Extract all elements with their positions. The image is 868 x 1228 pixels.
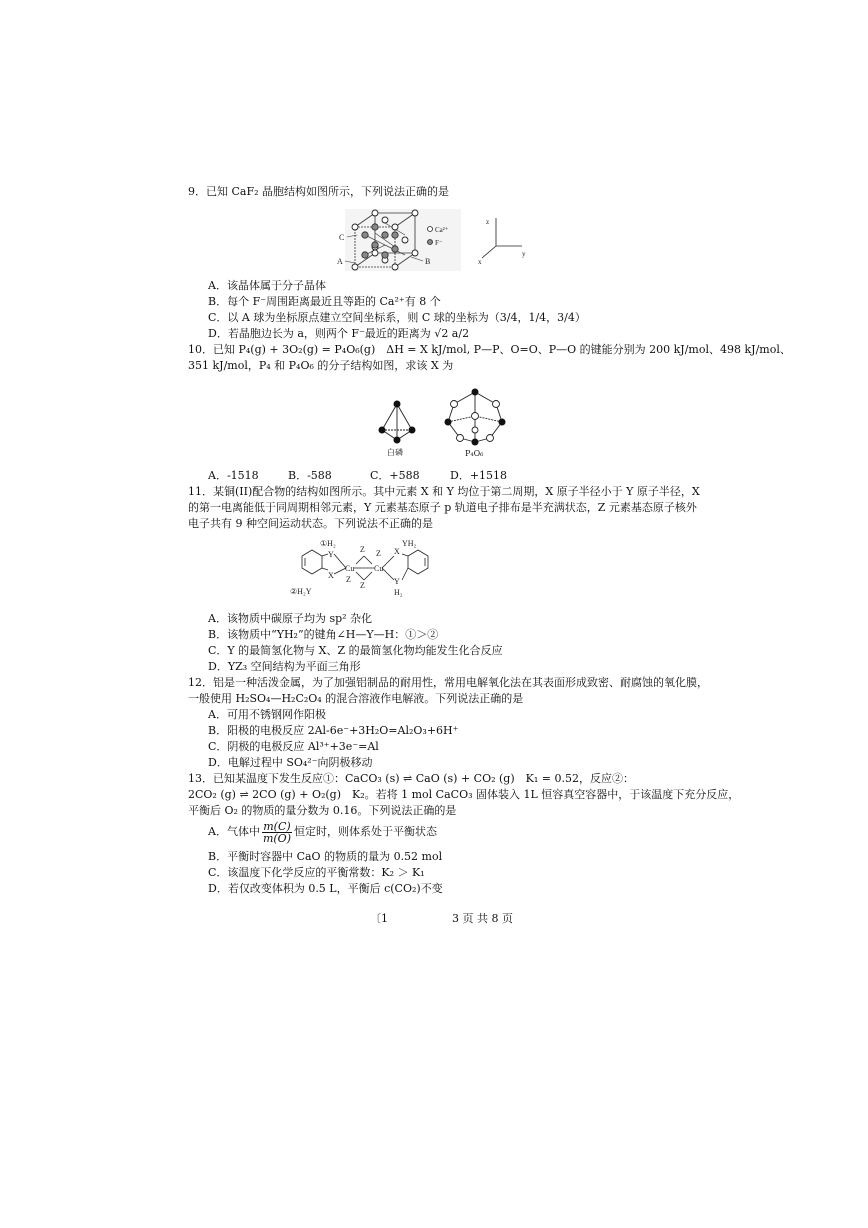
- q9-option-a: A．该晶体属于分子晶体: [208, 279, 326, 292]
- q9-axes-figure: [476, 214, 532, 266]
- q10-option-d: D．+1518: [450, 469, 508, 482]
- label-p4o6: P₄O₆: [465, 449, 484, 458]
- q9-option-c: C．以 A 球为坐标原点建立空间坐标系，则 C 球的坐标为（3/4，1/4，3/4）: [208, 311, 586, 324]
- label-cu-left: Cu: [345, 564, 355, 573]
- label-z-top: Z: [360, 545, 365, 554]
- axis-x: x: [478, 258, 482, 266]
- q11-option-d: D．YZ₃ 空间结构为平面三角形: [208, 660, 361, 673]
- q13-option-b: B．平衡时容器中 CaO 的物质的量为 0.52 mol: [208, 850, 443, 863]
- q13-fraction-denominator: m(O): [262, 831, 291, 845]
- label-a: A: [337, 257, 343, 266]
- axis-z: z: [486, 218, 490, 226]
- footer-left-mark: 〔1: [370, 912, 388, 925]
- label-y-right: Y: [394, 577, 400, 586]
- q12-option-d: D．电解过程中 SO₄²⁻向阴极移动: [208, 756, 373, 769]
- q13-option-a-prefix: A．气体中: [208, 825, 260, 838]
- q13-option-a: [208, 820, 437, 844]
- label-cu-right: Cu: [374, 564, 384, 573]
- label-yh2: YH₂: [402, 539, 417, 548]
- label-x-right: X: [394, 547, 400, 556]
- label-white-phosphorus: 白磷: [387, 448, 403, 457]
- q10-stem-line1: 10．已知 P₄(g) + 3O₂(g) = P₄O₆(g) ΔH = X kJ/mol, P—P、O=O、P—O 的键能分别为 200 kJ/mol、498 kJ/mol、: [188, 343, 791, 356]
- q13-option-a-fraction: [262, 821, 292, 844]
- q9-stem: 9．已知 CaF₂ 晶胞结构如图所示，下列说法正确的是: [188, 185, 450, 198]
- q11-stem-line2: 的第一电离能低于同周期相邻元素，Y 元素基态原子 p 轨道电子排布是半充满状态，Z 元素基态原子核外: [188, 501, 697, 514]
- label-z-top-right: Z: [376, 549, 381, 558]
- q11-option-c: C．Y 的最简氢化物与 X、Z 的最简氢化物均能发生化合反应: [208, 644, 503, 657]
- q13-stem-line1: 13．已知某温度下发生反应①：CaCO₃ (s) ⇌ CaO (s) + CO₂ (g) K₁ = 0.52，反应②：: [188, 772, 634, 785]
- q12-option-b: B．阳极的电极反应 2Al-6e⁻+3H₂O=Al₂O₃+6H⁺: [208, 724, 459, 737]
- q10-p4o6-figure: [440, 386, 510, 458]
- q13-option-d: D．若仅改变体积为 0.5 L，平衡后 c(CO₂)不变: [208, 882, 443, 895]
- label-c: C: [339, 233, 345, 242]
- label-h2-1: ①H₂: [320, 539, 336, 548]
- q12-stem-line2: 一般使用 H₂SO₄—H₂C₂O₄ 的混合溶液作电解液。下列说法正确的是: [188, 692, 524, 705]
- label-h2y-2: ②H₂Y: [290, 587, 312, 596]
- label-b: B: [425, 257, 431, 266]
- q12-option-a: A．可用不锈钢网作阳极: [208, 708, 326, 721]
- label-y-left: Y: [328, 550, 334, 559]
- q13-option-a-suffix: 恒定时，则体系处于平衡状态: [294, 825, 437, 838]
- q11-stem-line1: 11．某铜(II)配合物的结构如图所示。其中元素 X 和 Y 均位于第二周期，X 原子半径小于 Y 原子半径，X: [188, 485, 700, 498]
- q10-p4-figure: [372, 398, 422, 458]
- q11-option-b: B．该物质中“YH₂”的键角∠H—Y—H：①＞②: [208, 628, 439, 641]
- q11-complex-figure: [290, 538, 440, 600]
- q12-option-c: C．阴极的电极反应 Al³⁺+3e⁻=Al: [208, 740, 379, 753]
- legend-ca: Ca²⁺: [435, 226, 449, 234]
- legend-f: F⁻: [435, 239, 443, 247]
- q10-option-c: C．+588: [370, 469, 420, 482]
- label-h2-right: H₂: [394, 588, 403, 597]
- q10-option-a: A．-1518: [208, 469, 259, 482]
- q12-stem-line1: 12．铝是一种活泼金属，为了加强铝制品的耐用性，常用电解氧化法在其表面形成致密、耐腐蚀的氧化膜，: [188, 676, 708, 689]
- q13-stem-line2: 2CO₂ (g) ⇌ 2CO (g) + O₂(g) K₂。若将 1 mol CaCO₃ 固体装入 1L 恒容真空容器中，于该温度下充分反应，: [188, 788, 740, 801]
- label-x-left: X: [328, 571, 334, 580]
- page-number: 3 页 共 8 页: [452, 912, 513, 925]
- q9-option-d: D．若晶胞边长为 a，则两个 F⁻最近的距离为 √2 a/2: [208, 327, 470, 340]
- q9-crystal-figure: [333, 205, 483, 275]
- q11-stem-line3: 电子共有 9 种空间运动状态。下列说法不正确的是: [188, 517, 433, 530]
- q13-fraction-numerator: m(C): [263, 819, 291, 833]
- q13-stem-line3: 平衡后 O₂ 的物质的量分数为 0.16。下列说法正确的是: [188, 804, 457, 817]
- q13-option-c: C．该温度下化学反应的平衡常数：K₂ ＞ K₁: [208, 866, 425, 879]
- q10-stem-line2: 351 kJ/mol，P₄ 和 P₄O₆ 的分子结构如图，求该 X 为: [188, 359, 454, 372]
- label-z-bottom-left: Z: [346, 575, 351, 584]
- axis-y: y: [522, 250, 526, 258]
- q10-options: [208, 469, 507, 483]
- q10-option-b: B．-588: [288, 469, 332, 482]
- q11-option-a: A．该物质中碳原子均为 sp² 杂化: [208, 612, 373, 625]
- q9-option-b: B．每个 F⁻周围距离最近且等距的 Ca²⁺有 8 个: [208, 295, 441, 308]
- label-z-bottom: Z: [360, 581, 365, 590]
